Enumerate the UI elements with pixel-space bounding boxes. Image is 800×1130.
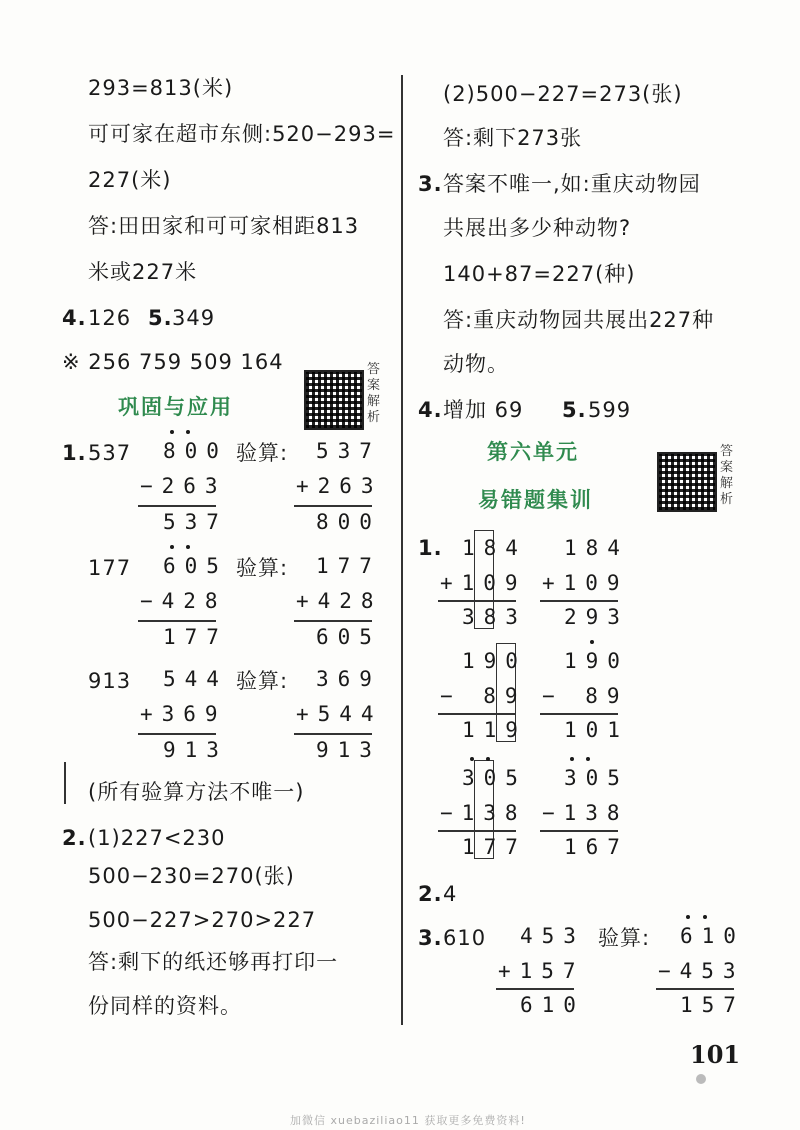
question-number: 2. [418,882,443,906]
calc-rule [294,733,372,735]
question-number: 1. [62,441,87,465]
line-text: 可可家在超市东侧:520−293= [88,122,396,146]
qr-label: 答案解析 [720,444,734,507]
column-divider [401,75,403,1025]
line-text: ※ 256 759 509 164 [62,350,284,374]
question-number: 3. [418,172,443,196]
line-text: 227(米) [88,168,172,192]
check-label: 验算: [236,441,289,465]
correct-middle: +109 [542,571,629,595]
calc-rule [496,988,574,990]
calc-rule [438,713,516,715]
calc-result: 177 [462,835,527,859]
check-result: 800 [316,510,381,534]
note-text: (所有验算方法不唯一) [88,780,305,804]
line-text: 动物。 [443,352,509,376]
line-text: 份同样的资料。 [88,994,242,1018]
line-text: 答:田田家和可可家相距813 [88,214,360,238]
check-result: 157 [680,993,745,1017]
calc-middle: +369 [140,702,227,726]
check-result: 913 [316,738,381,762]
borrow-dot [186,430,190,434]
calc-rule [540,830,618,832]
check-middle: −453 [658,959,745,983]
question-number: 2. [62,826,87,850]
calc-top: 453 [520,924,585,948]
correct-result: 101 [564,718,629,742]
calc-middle: −138 [440,801,527,825]
borrow-dot [686,915,690,919]
borrow-dot [703,915,707,919]
calc-middle: +157 [498,959,585,983]
line-text: 500−227>270>227 [88,908,317,932]
answer-value: 4 [443,882,458,906]
calc-top: 190 [462,649,527,673]
check-middle: +544 [296,702,383,726]
borrow-dot [470,757,474,761]
question-number: 1. [418,536,443,560]
check-top: 537 [316,439,381,463]
calc-rule [138,620,216,622]
line-text: 答:重庆动物园共展出227种 [443,308,715,332]
check-top: 610 [680,924,745,948]
section-title: 巩固与应用 [118,395,233,419]
correct-middle: −138 [542,801,629,825]
unit-title: 第六单元 [487,440,579,464]
calc-rule [656,988,734,990]
correct-top: 305 [564,766,629,790]
calc-rule [438,600,516,602]
calc-top: 184 [462,536,527,560]
borrow-dot [486,757,490,761]
calc-top: 605 [163,554,228,578]
calc-rule [540,600,618,602]
check-middle: +428 [296,589,383,613]
line-text: (2)500−227=273(张) [443,82,683,106]
check-middle: +263 [296,474,383,498]
correct-result: 293 [564,605,629,629]
check-result: 605 [316,625,381,649]
answer-value: 599 [588,398,632,422]
answer-value: 610 [443,926,487,950]
answer-value: 913 [88,669,132,693]
calc-result: 537 [163,510,228,534]
check-top: 177 [316,554,381,578]
calc-result: 177 [163,625,228,649]
margin-mark [64,762,66,804]
correct-top: 184 [564,536,629,560]
question-number: 5. [562,398,587,422]
decorative-circle [696,1074,706,1084]
calc-rule [294,620,372,622]
calc-top: 544 [163,667,228,691]
calc-rule [294,505,372,507]
calc-middle: +109 [440,571,527,595]
check-top: 369 [316,667,381,691]
line-text: 答:剩下的纸还够再打印一 [88,950,339,974]
qr-code-icon [657,452,717,512]
borrow-dot [170,430,174,434]
correct-result: 167 [564,835,629,859]
section-title: 易错题集训 [478,488,593,512]
footer-watermark: 加微信 xuebaziliao11 获取更多免费资料! [290,1114,526,1127]
borrow-dot [170,545,174,549]
line-text: (1)227<230 [88,826,226,850]
check-label: 验算: [236,556,289,580]
line-text: 答:剩下273张 [443,126,583,150]
calc-top: 305 [462,766,527,790]
calc-result: 119 [462,718,527,742]
line-text: 293=813(米) [88,76,234,100]
line-text: 答案不唯一,如:重庆动物园 [443,172,701,196]
qr-label: 答案解析 [367,362,381,425]
borrow-dot [186,545,190,549]
page-number: 101 [690,1040,741,1069]
question-number: 5. [148,306,173,330]
line-text: 500−230=270(张) [88,864,295,888]
correct-middle: − 89 [542,684,629,708]
calc-rule [138,505,216,507]
question-number: 4. [62,306,87,330]
calc-middle: − 89 [440,684,527,708]
line-text: 140+87=227(种) [443,262,636,286]
borrow-dot [586,757,590,761]
calc-result: 913 [163,738,228,762]
question-number: 3. [418,926,443,950]
calc-result: 383 [462,605,527,629]
calc-rule [438,830,516,832]
check-label: 验算: [236,669,289,693]
check-label: 验算: [598,926,651,950]
calc-rule [540,713,618,715]
calc-rule [138,733,216,735]
correct-top: 190 [564,649,629,673]
answer-value: 537 [88,441,132,465]
answer-value: 增加 69 [443,398,524,422]
line-text: 共展出多少种动物? [443,216,632,240]
answer-value: 177 [88,556,132,580]
calc-top: 800 [163,439,228,463]
answer-value: 126 [88,306,132,330]
qr-code-icon [304,370,364,430]
calc-middle: −263 [140,474,227,498]
borrow-dot [590,640,594,644]
question-number: 4. [418,398,443,422]
answer-value: 349 [172,306,216,330]
borrow-dot [570,757,574,761]
line-text: 米或227米 [88,260,198,284]
calc-middle: −428 [140,589,227,613]
calc-result: 610 [520,993,585,1017]
